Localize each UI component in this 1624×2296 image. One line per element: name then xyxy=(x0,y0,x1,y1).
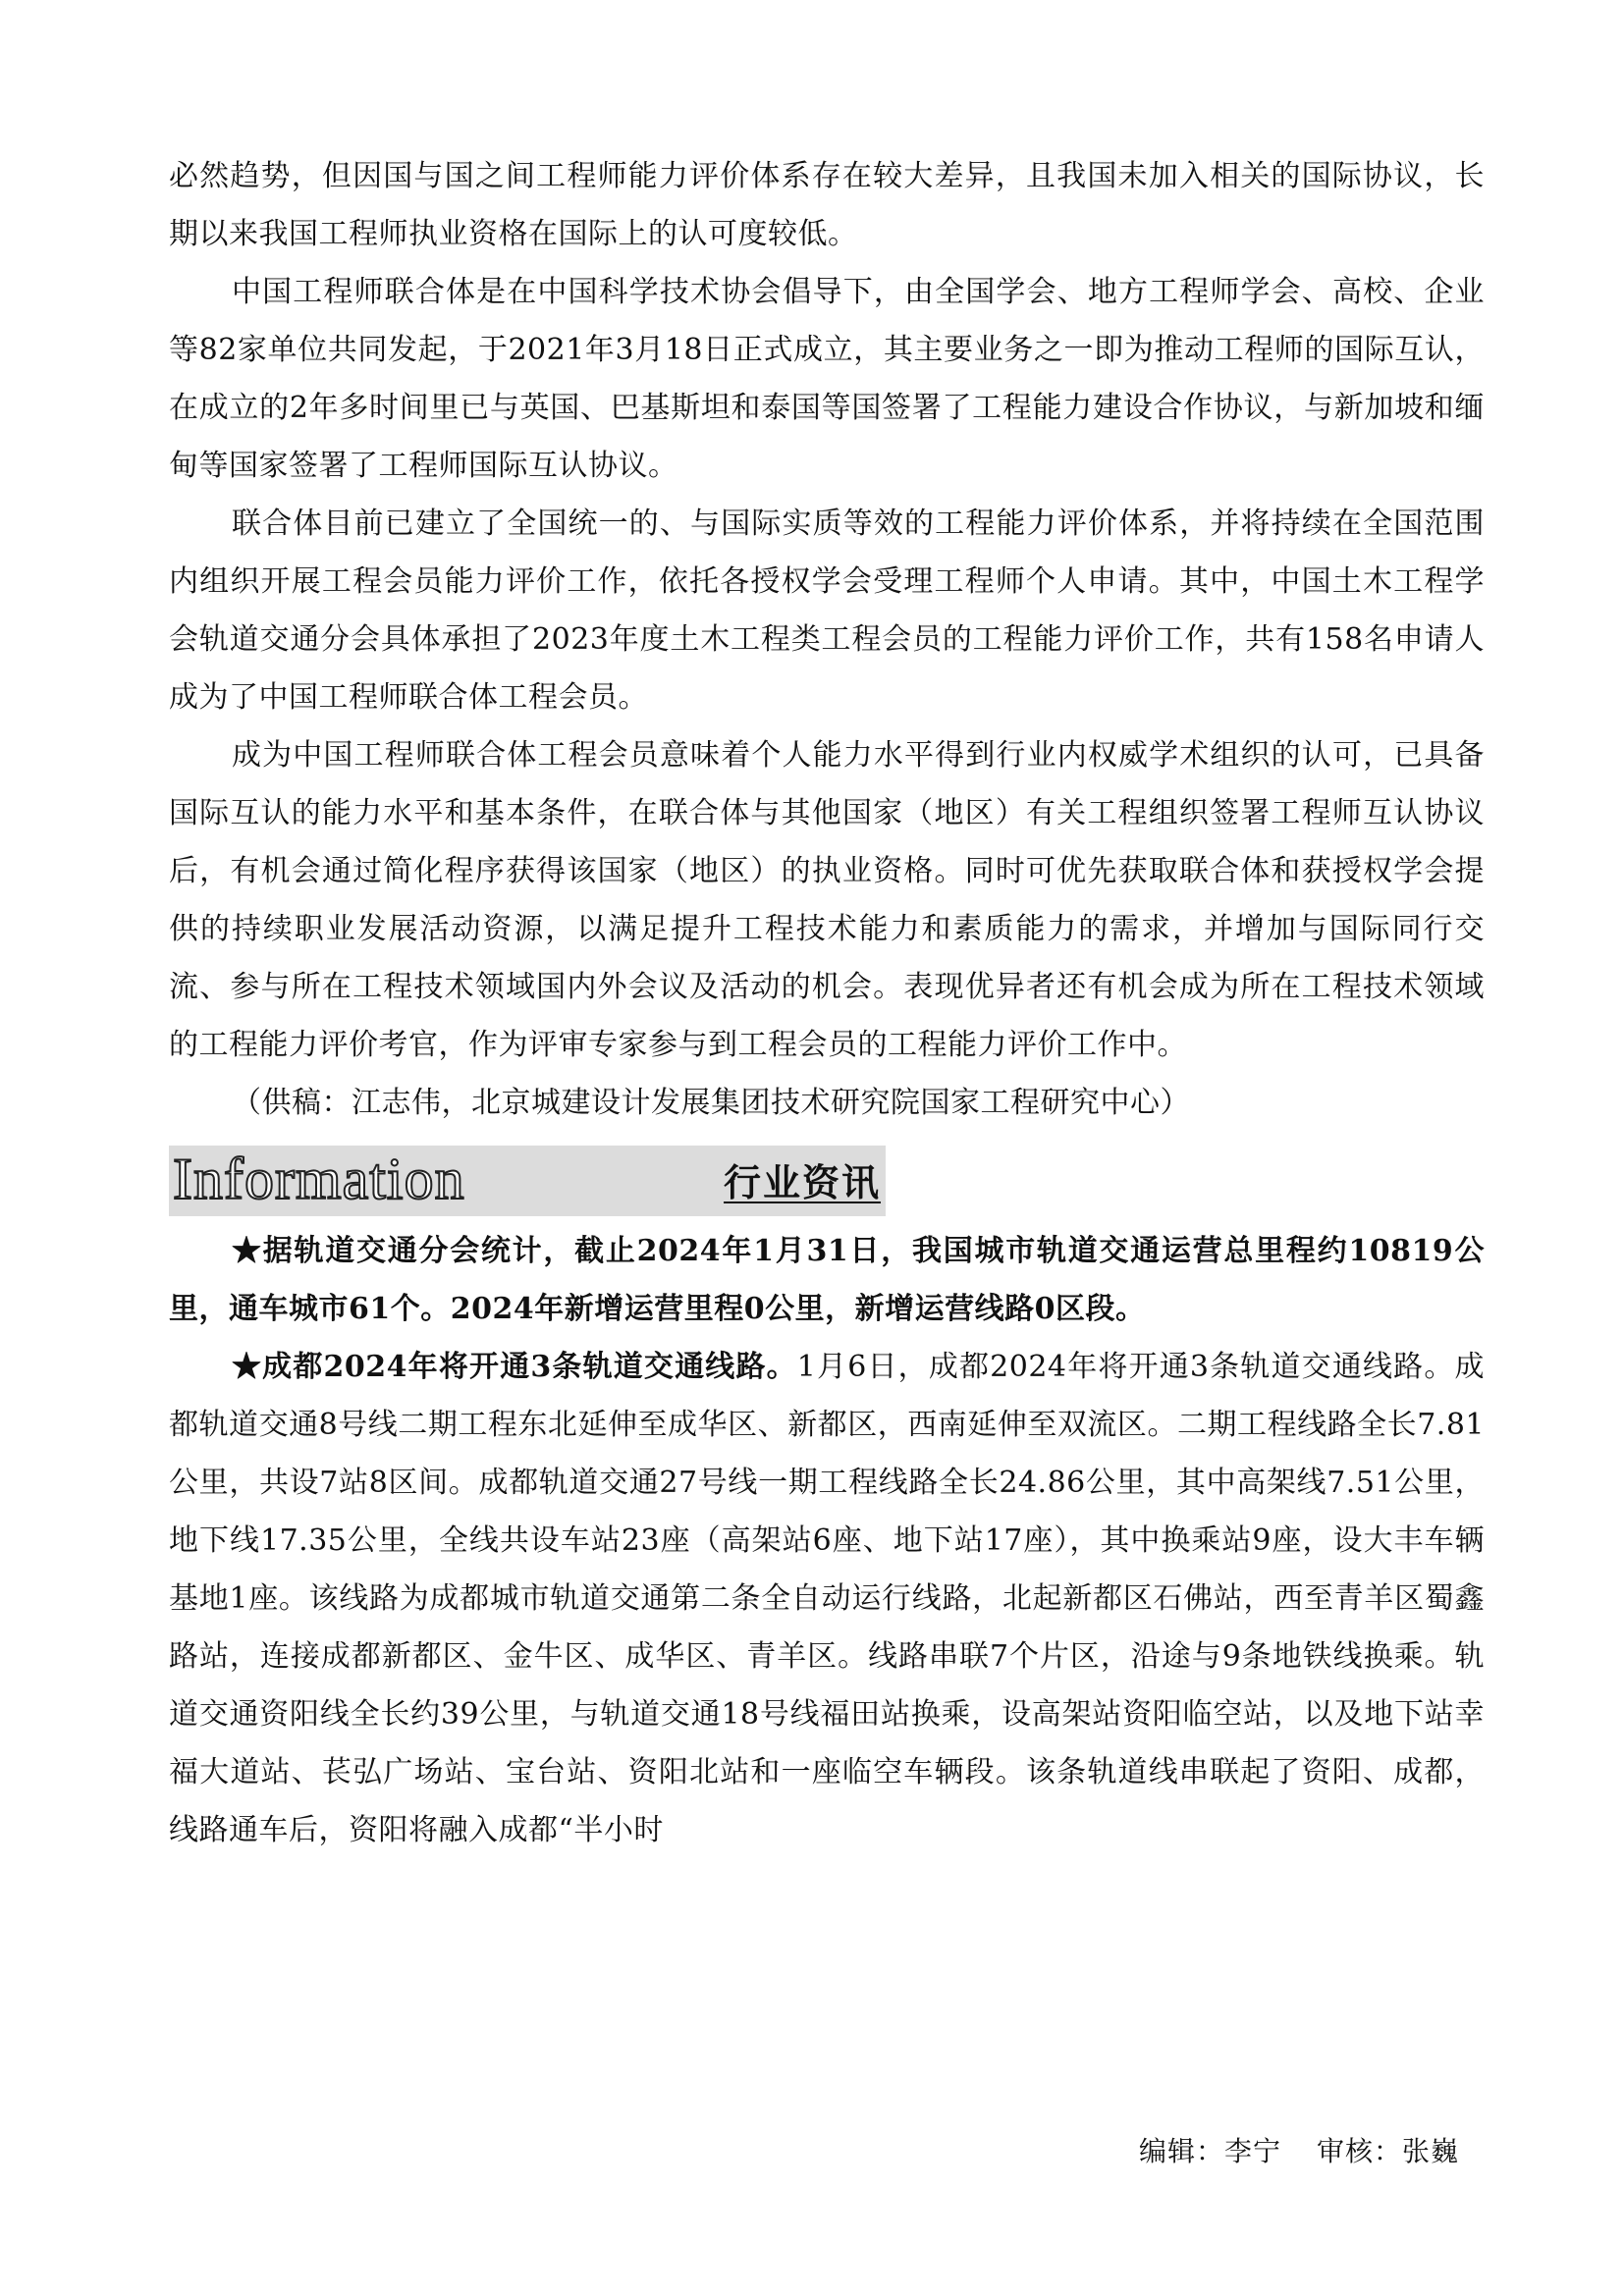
page-footer xyxy=(1139,2132,1494,2171)
editor-credit: 编辑：李宁 xyxy=(1139,2135,1282,2167)
article-paragraph-1: 必然趋势，但因国与国之间工程师能力评价体系存在较大差异，且我国未加入相关的国际协议，长期以来我国工程师执业资格在国际上的认可度较低。 xyxy=(169,159,1485,251)
article-paragraph-4: 成为中国工程师联合体工程会员意味着个人能力水平得到行业内权威学术组织的认可，已具备国际互认的能力水平和基本条件，在联合体与其他国家（地区）有关工程组织签署工程师互认协议后，有机会通过简化程序获得该国家（地区）的执业资格。同时可优先获取联合体和获授权学会提供的持续职业发展活动资源，以满足提升工程技术能力和素质能力的需求，并增加与国际同行交流、参与所在工程技术领域国内外会议及活动的机会。表现优异者还有机会成为所在工程技术领域的工程能力评价考官，作为评审专家参与到工程会员的工程能力评价工作中。 xyxy=(169,738,1485,1062)
article-source-credit: （供稿：江志伟，北京城建设计发展集团技术研究院国家工程研究中心） xyxy=(232,1086,1190,1120)
news-item-2-body: 1月6日，成都2024年将开通3条轨道交通线路。成都轨道交通8号线二期工程东北延伸至成华区、新都区，西南延伸至双流区。二期工程线路全长7.81公里，共设7站8区间。成都轨道交通27号线一期工程线路全长24.86公里，其中高架线7.51公里，地下线17.35公里，全线共设车站23座（高架站6座、地下站17座），其中换乘站9座，设大丰车辆基地1座。该线路为成都城市轨道交通第二条全自动运行线路，北起新都区石佛站，西至青羊区蜀鑫路站，连接成都新都区、金牛区、成华区、青羊区。线路串联7个片区，沿途与9条地铁线换乘。轨道交通资阳线全长约39公里，与轨道交通18号线福田站换乘，设高架站资阳临空站，以及地下站幸福大道站、苌弘广场站、宝台站、资阳北站和一座临空车辆段。该条轨道线串联起了资阳、成都，线路通车后，资阳将融入成都“半小时 xyxy=(169,1350,1486,1847)
banner-english-word: Information xyxy=(173,1147,465,1211)
page-content xyxy=(169,147,1485,1859)
article-paragraph-3: 联合体目前已建立了全国统一的、与国际实质等效的工程能力评价体系，并将持续在全国范围内组织开展工程会员能力评价工作，依托各授权学会受理工程师个人申请。其中，中国土木工程学会轨道交通分会具体承担了2023年度土木工程类工程会员的工程能力评价工作，共有158名申请人成为了中国工程师联合体工程会员。 xyxy=(169,507,1485,715)
reviewer-credit: 审核：张巍 xyxy=(1317,2135,1460,2167)
news-item-1: ★据轨道交通分会统计，截止2024年1月31日，我国城市轨道交通运营总里程约10819公里，通车城市61个。2024年新增运营里程0公里，新增运营线路0区段。 xyxy=(169,1234,1485,1326)
section-banner xyxy=(169,1146,1485,1216)
section-title: 行业资讯 xyxy=(724,1160,882,1204)
article-paragraph-2: 中国工程师联合体是在中国科学技术协会倡导下，由全国学会、地方工程师学会、高校、企业等82家单位共同发起，于2021年3月18日正式成立，其主要业务之一即为推动工程师的国际互认，在成立的2年多时间里已与英国、巴基斯坦和泰国等国签署了工程能力建设合作协议，与新加坡和缅甸等国家签署了工程师国际互认协议。 xyxy=(169,275,1485,483)
news-item-2 xyxy=(169,1338,1485,1859)
news-item-2-headline: ★成都2024年将开通3条轨道交通线路。 xyxy=(232,1350,797,1384)
